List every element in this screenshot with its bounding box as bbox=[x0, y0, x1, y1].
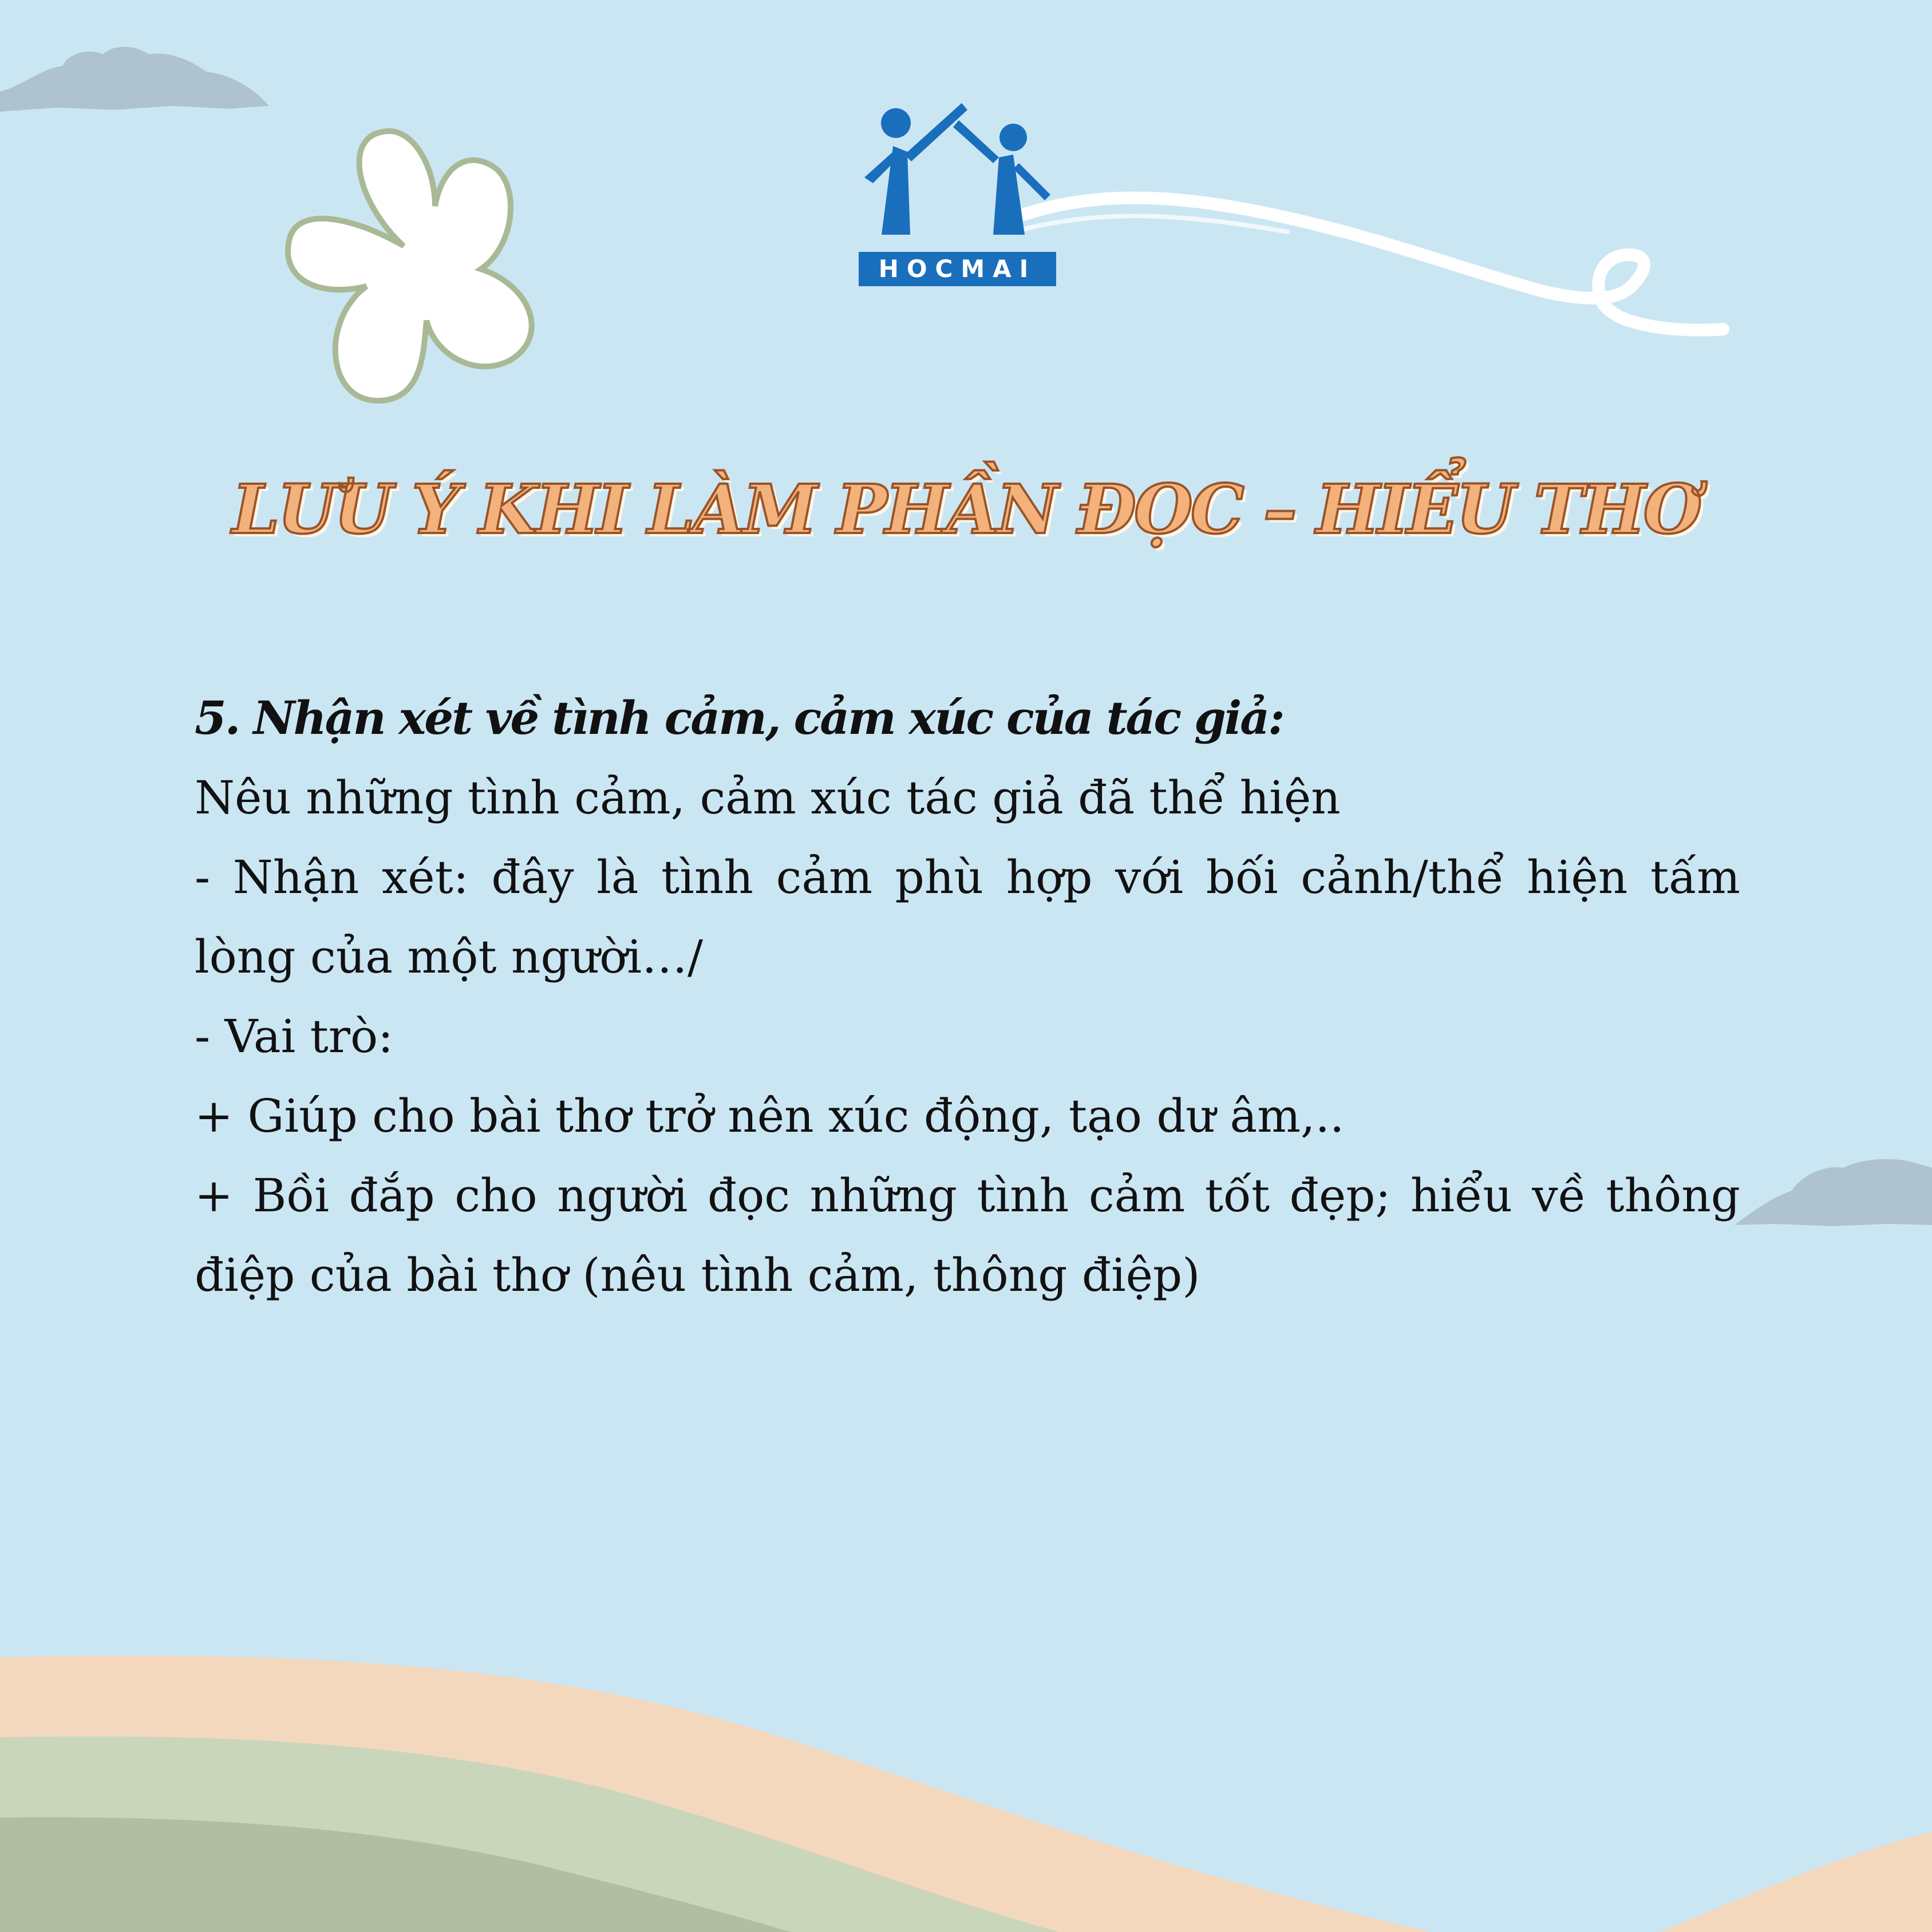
content-line: lòng của một người…/ bbox=[195, 930, 703, 983]
cloud-right bbox=[1735, 1159, 1932, 1226]
hocmai-logo bbox=[859, 97, 1056, 289]
cloud-top-left bbox=[0, 47, 269, 112]
content-line: điệp của bài thơ (nêu tình cảm, thông điệp) bbox=[195, 1249, 1200, 1302]
flower bbox=[288, 131, 532, 401]
wavy-white-line bbox=[1008, 198, 1723, 330]
wave-stripes-bottom bbox=[0, 1656, 1932, 1932]
content-line: + Bồi đắp cho người đọc những tình cảm tốt đẹp; hiểu về thông bbox=[195, 1169, 1740, 1222]
content-block bbox=[195, 678, 1740, 1315]
content-line: + Giúp cho bài thơ trở nên xúc động, tạo dư âm,.. bbox=[195, 1089, 1345, 1143]
page-title: LƯU Ý KHI LÀM PHẦN ĐỌC – HIỂU THƠ bbox=[232, 469, 1700, 549]
content-line: Nêu những tình cảm, cảm xúc tác giả đã thể hiện bbox=[195, 771, 1341, 824]
content-line: - Nhận xét: đây là tình cảm phù hợp với bối cảnh/thể hiện tấm bbox=[195, 851, 1740, 904]
section-heading: 5. Nhận xét về tình cảm, cảm xúc của tác giả: bbox=[195, 691, 1283, 745]
content-line: - Vai trò: bbox=[195, 1010, 394, 1063]
logo-text: HOCMAI bbox=[878, 255, 1037, 283]
